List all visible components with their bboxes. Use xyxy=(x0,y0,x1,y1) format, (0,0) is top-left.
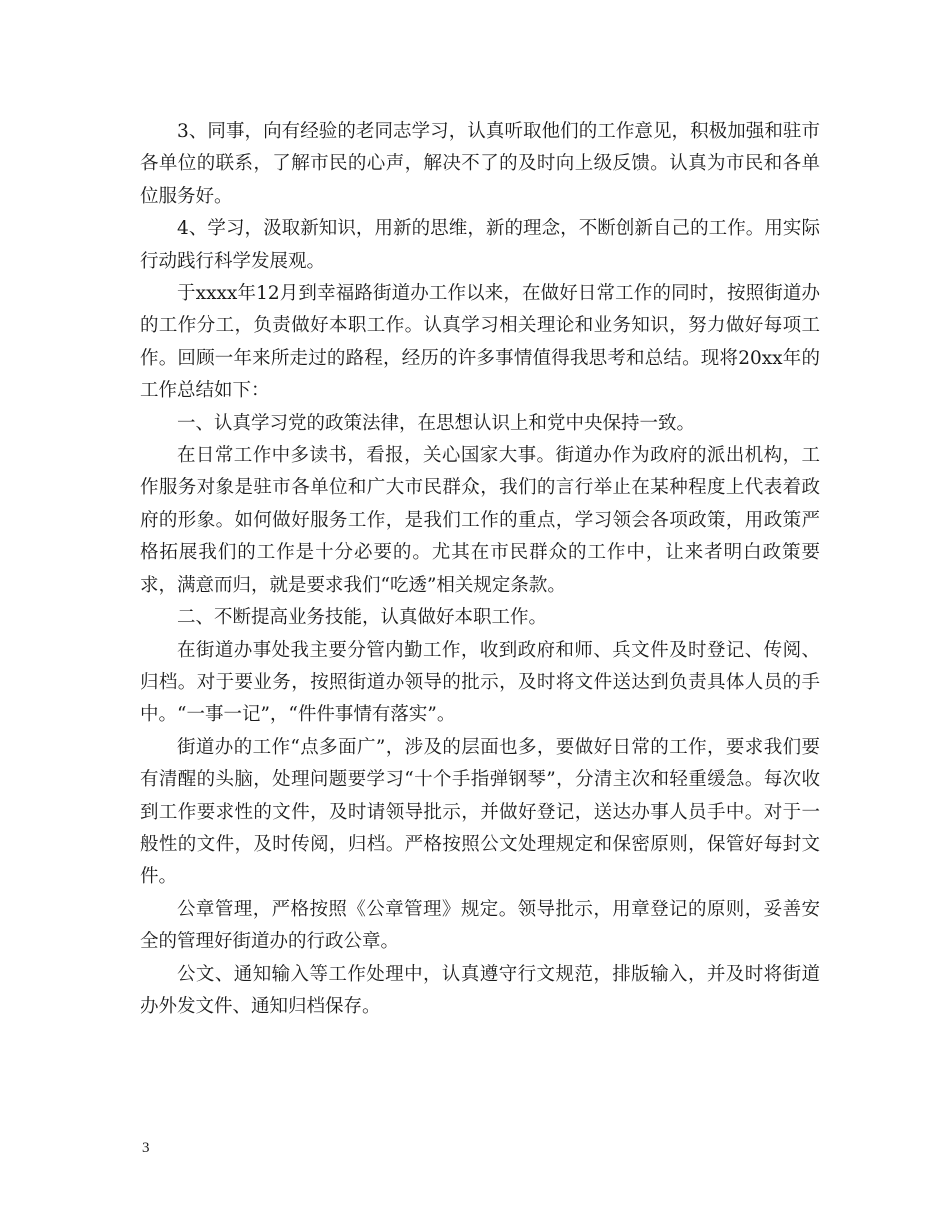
paragraph-2: 4、学习，汲取新知识，用新的思维，新的理念，不断创新自己的工作。用实际行动践行科学发展观。 xyxy=(140,218,820,272)
section-heading-2: 二、不断提高业务技能，认真做好本职工作。 xyxy=(177,607,548,629)
paragraph-6: 街道办的工作“点多面广”，涉及的层面也多，要做好日常的工作，要求我们要有清醒的头脑，处理问题要学习“十个手指弹钢琴”，分清主次和轻重缓急。每次收到工作要求性的文件，及时请领导批示，并做好登记，送达办事人员手中。对于一般性的文件，及时传阅，归档。严格按照公文处理规定和保密原则，保管好每封文件。 xyxy=(140,736,820,888)
paragraph-7: 公章管理，严格按照《公章管理》规定。领导批示，用章登记的原则，妥善安全的管理好街道办的行政公章。 xyxy=(140,898,820,953)
paragraph-5: 在街道办事处我主要分管内勤工作，收到政府和师、兵文件及时登记、传阅、归档。对于要业务，按照街道办领导的批示，及时将文件送达到负责具体人员的手中。“一事一记”，“件件事情有落实”。 xyxy=(140,639,820,726)
document-body xyxy=(140,116,820,1023)
paragraph-8: 公文、通知输入等工作处理中，认真遵守行文规范，排版输入，并及时将街道办外发文件、通知归档保存。 xyxy=(140,963,820,1017)
paragraph-1: 3、同事，向有经验的老同志学习，认真听取他们的工作意见，积极加强和驻市各单位的联系，了解市民的心声，解决不了的及时向上级反馈。认真为市民和各单位服务好。 xyxy=(140,121,820,207)
section-heading-1: 一、认真学习党的政策法律，在思想认识上和党中央保持一致。 xyxy=(177,412,696,434)
page-number: 3 xyxy=(142,1140,150,1156)
paragraph-3: 于xxxx年12月到幸福路街道办工作以来，在做好日常工作的同时，按照街道办的工作分工，负责做好本职工作。认真学习相关理论和业务知识，努力做好每项工作。回顾一年来所走过的路程，经历的许多事情值得我思考和总结。现将20xx年的工作总结如下： xyxy=(140,283,820,402)
paragraph-4: 在日常工作中多读书，看报，关心国家大事。街道办作为政府的派出机构，工作服务对象是驻市各单位和广大市民群众，我们的言行举止在某种程度上代表着政府的形象。如何做好服务工作，是我们工作的重点，学习领会各项政策，用政策严格拓展我们的工作是十分必要的。尤其在市民群众的工作中，让来者明白政策要求，满意而归，就是要求我们“吃透”相关规定条款。 xyxy=(140,445,820,596)
